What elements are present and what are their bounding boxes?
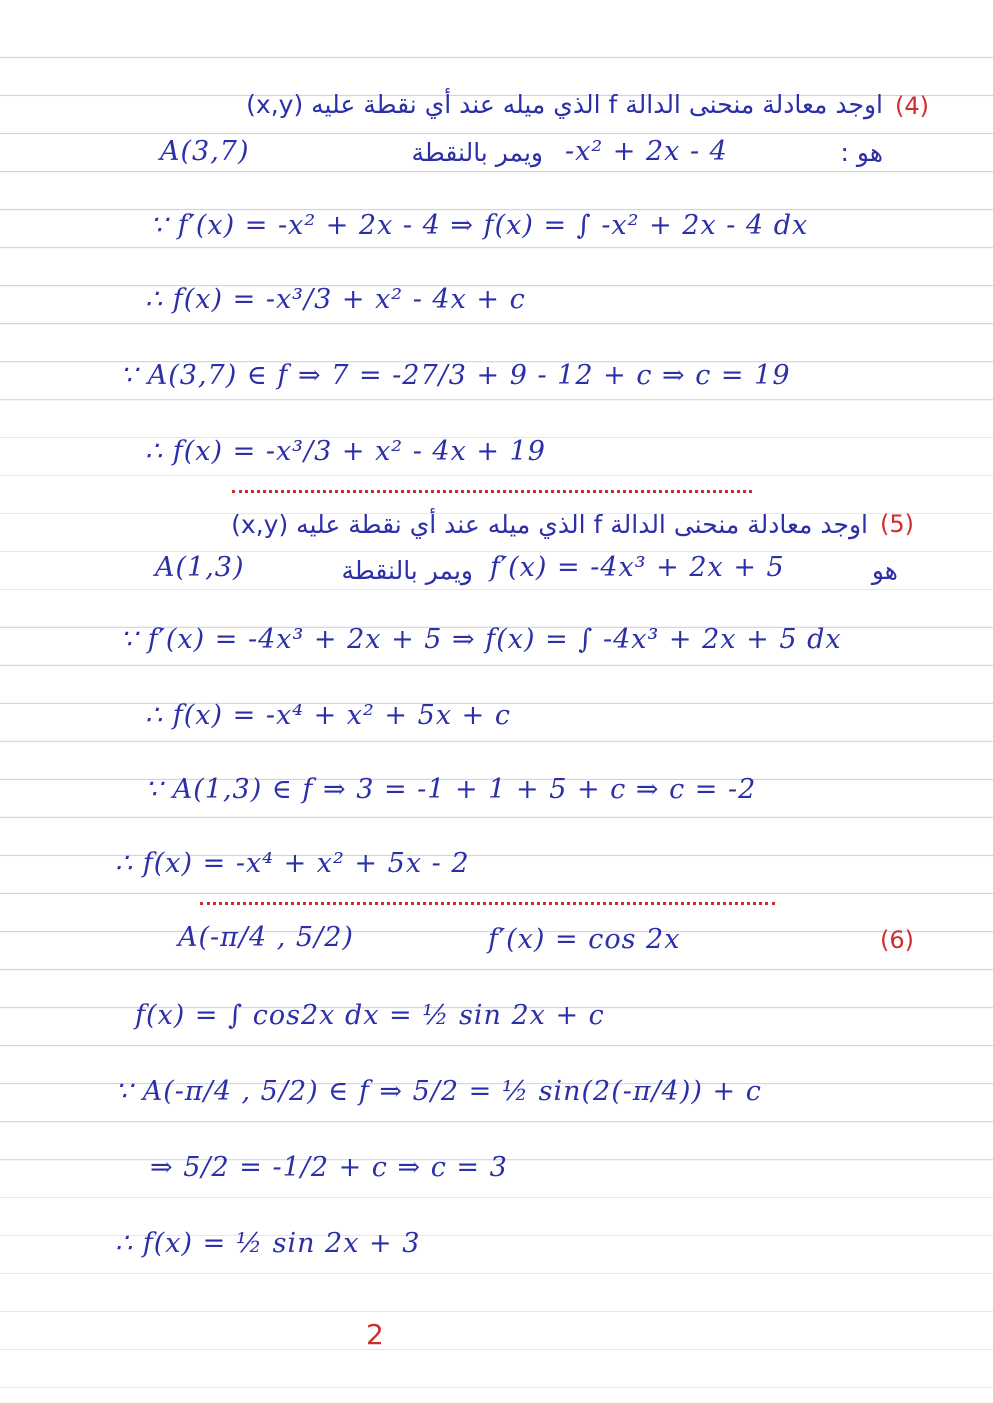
problem-5-header-label: هو (871, 556, 898, 585)
problem-5-passes-through: ويمر بالنقطة (341, 556, 473, 585)
problem-6-step-3: ⇒ 5/2 = -1/2 + c ⇒ c = 3 (150, 1152, 508, 1183)
problem-5-step-2: ∴ f(x) = -x⁴ + x² + 5x + c (145, 700, 511, 731)
page-number: 2 (366, 1318, 384, 1351)
problem-5-separator (200, 892, 775, 905)
problem-4-step-1: ∵ f′(x) = -x² + 2x - 4 ⇒ f(x) = ∫ -x² + 2x - 4 dx (150, 210, 809, 241)
problem-6-point: A(-π/4 , 5/2) (178, 922, 354, 953)
problem-4-result: ∴ f(x) = -x³/3 + x² - 4x + 19 (145, 436, 546, 467)
problem-4-passes-through: ويمر بالنقطة (411, 138, 543, 167)
problem-4-point: A(3,7) (160, 136, 250, 167)
problem-6-derivative: f′(x) = cos 2x (488, 924, 681, 955)
problem-4-header: اوجد معادلة منحنى الدالة f الذي ميله عند أي نقطة عليه (x,y) (246, 90, 883, 119)
problem-6-number: (6) (880, 926, 914, 954)
problem-5-header: اوجد معادلة منحنى الدالة f الذي ميله عند أي نقطة عليه (x,y) (231, 510, 868, 539)
problem-6-step-2: ∵ A(-π/4 , 5/2) ∈ f ⇒ 5/2 = ½ sin(2(-π/4)) + c (115, 1076, 762, 1107)
problem-4-separator (232, 480, 752, 493)
problem-4-slope-expr: -x² + 2x - 4 (565, 136, 728, 167)
problem-4-step-2: ∴ f(x) = -x³/3 + x² - 4x + c (145, 284, 526, 315)
problem-6-result: ∴ f(x) = ½ sin 2x + 3 (115, 1228, 421, 1259)
problem-4-header-label: هو : (840, 138, 883, 167)
problem-5-slope-expr: f′(x) = -4x³ + 2x + 5 (490, 552, 785, 583)
problem-5-result: ∴ f(x) = -x⁴ + x² + 5x - 2 (115, 848, 470, 879)
problem-4-number: (4) (895, 92, 929, 120)
problem-5-point: A(1,3) (155, 552, 245, 583)
problem-4-step-3: ∵ A(3,7) ∈ f ⇒ 7 = -27/3 + 9 - 12 + c ⇒ c = 19 (120, 360, 791, 391)
problem-5-step-1: ∵ f′(x) = -4x³ + 2x + 5 ⇒ f(x) = ∫ -4x³ + 2x + 5 dx (120, 624, 842, 655)
problem-5-step-3: ∵ A(1,3) ∈ f ⇒ 3 = -1 + 1 + 5 + c ⇒ c = -2 (145, 774, 757, 805)
problem-5-number: (5) (880, 510, 914, 538)
problem-6-step-1: f(x) = ∫ cos2x dx = ½ sin 2x + c (135, 1000, 605, 1031)
